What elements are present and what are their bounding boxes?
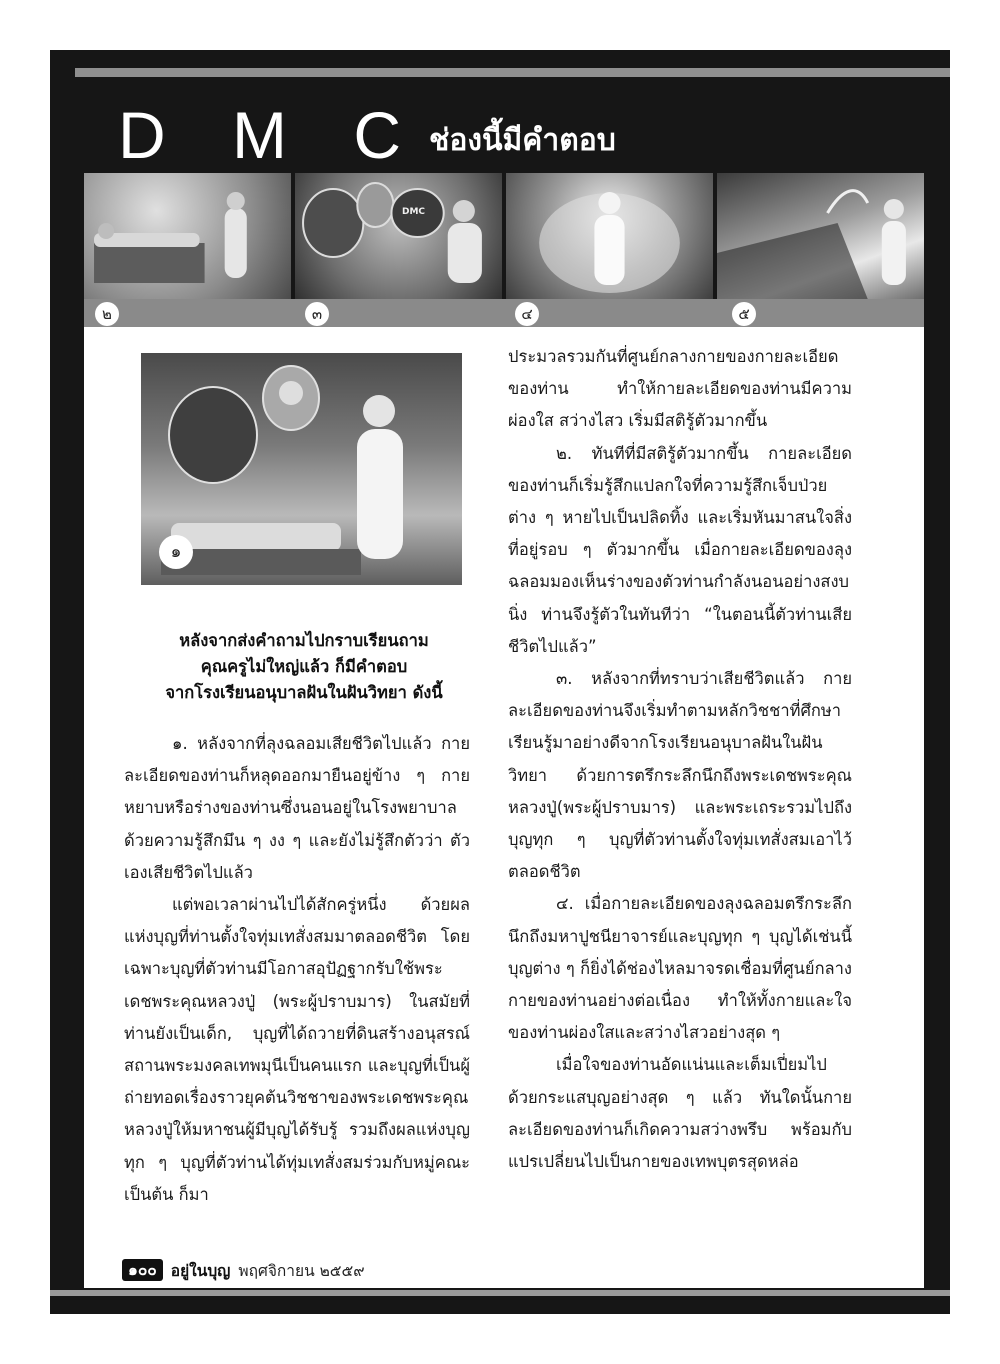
panel-number-4: ๔ (515, 302, 539, 326)
illustration-panel-4 (506, 173, 713, 299)
panel-number-3: ๓ (305, 302, 329, 326)
radiant-figure-illustration (506, 173, 713, 299)
right-text-column (508, 341, 852, 1178)
lead-line: จากโรงเรียนอนุบาลฝันในฝันวิทยา ดังนี้ (165, 683, 443, 702)
magazine-name: อยู่ในบุญ (170, 1261, 231, 1280)
paragraph: ๑. หลังจากที่ลุงฉลอมเสียชีวิตไปแล้ว กายละเอียดของท่านก็หลุดออกมายืนอยู่ข้าง ๆ กายหยาบหรือร่างของท่านซึ่งนอนอยู่ในโรงพยาบาลด้วยความรู้สึกมึน ๆ งง ๆ และยังไม่รู้สึกตัวว่า ตัวเองเสียชีวิตไปแล้ว (124, 734, 470, 882)
lead-line: คุณครูไม่ใหญ่แล้ว ก็มีคำตอบ (200, 657, 408, 676)
illustration-number-1: ๑ (159, 535, 193, 569)
dmc-badge-text: DMC (402, 207, 426, 217)
paragraph: แต่พอเวลาผ่านไปได้สักครู่หนึ่ง ด้วยผลแห่งบุญที่ท่านตั้งใจทุ่มเทสั่งสมมาตลอดชีวิต โดยเฉพาะบุญที่ตัวท่านมีโอกาสอุปัฏฐากรับใช้พระเดชพระคุณหลวงปู่ (พระผู้ปราบมาร) ในสมัยที่ท่านยังเป็นเด็ก, บุญที่ได้ถวายที่ดินสร้างอนุสรณ์สถานพระมงคลเทพมุนีเป็นคนแรก และบุญที่เป็นผู้ถ่ายทอดเรื่องราวยุคต้นวิชชาของพระเดชพระคุณหลวงปู่ให้มหาชนผู้มีบุญได้รับรู้ รวมถึงผลแห่งบุญทุก ๆ บุญที่ตัวท่านได้ทุ่มเทสั่งสมร่วมกับหมู่คณะ เป็นต้น ก็มา (124, 895, 470, 1204)
lead-line: หลังจากส่งคำถามไปกราบเรียนถาม (179, 631, 429, 650)
brand-title: D M C (118, 98, 425, 172)
illustration-panel-5 (717, 173, 924, 299)
main-illustration (141, 353, 462, 585)
dream-bubbles-illustration (295, 173, 502, 299)
panel-number-2: ๒ (95, 302, 119, 326)
paragraph: ๒. ทันทีที่มีสติรู้ตัวมากขึ้น กายละเอียดของท่านก็เริ่มรู้สึกแปลกใจที่ความรู้สึกเจ็บป่วยต่าง ๆ หายไปเป็นปลิดทิ้ง และเริ่มหันมาสนใจสิ่งที่อยู่รอบ ๆ ตัวมากขึ้น เมื่อกายละเอียดของลุงฉลอมมองเห็นร่างของตัวท่านกำลังนอนอย่างสงบนิ่ง ท่านจึงรู้ตัวในทันทีว่า “ในตอนนี้ตัวท่านเสียชีวิตไปแล้ว” (508, 443, 852, 656)
paragraph: ๔. เมื่อกายละเอียดของลุงฉลอมตรึกระลึกนึกถึงมหาปูชนียาจารย์และบุญทุก ๆ บุญได้เช่นนี้ บุญต่าง ๆ ก็ยิ่งได้ช่องไหลมาจรดเชื่อมที่ศูนย์กลางกายของท่านอย่างต่อเนื่อง ทำให้ทั้งกายและใจของท่านผ่องใสและสว่างไสวอย่างสุด ๆ (508, 894, 852, 1043)
panel-number-5: ๕ (732, 302, 756, 326)
bottom-rule (50, 1290, 950, 1296)
paragraph: ประมวลรวมกันที่ศูนย์กลางกายของกายละเอียดของท่าน ทำให้กายละเอียดของท่านมีความผ่องใส สว่างไสว เริ่มมีสติรู้ตัวมากขึ้น (508, 347, 852, 431)
column-header (118, 98, 616, 172)
panel-number-bar (84, 299, 924, 327)
page-footer (122, 1258, 365, 1282)
paragraph: เมื่อใจของท่านอัดแน่นและเต็มเปี่ยมไปด้วยกระแสบุญอย่างสุด ๆ แล้ว ทันใดนั้นกายละเอียดของท่านก็เกิดความสว่างพรึบ พร้อมกับแปรเปลี่ยนไปเป็นกายของเทพบุตรสุดหล่อ (508, 1055, 852, 1172)
hospital-scene-illustration (84, 173, 291, 299)
issue-date: พฤศจิกายน ๒๕๕๙ (238, 1261, 365, 1280)
celestial-path-illustration (717, 173, 924, 299)
column-subtitle: ช่องนี้มีคำตอบ (428, 123, 616, 158)
left-text-column (124, 728, 470, 1211)
illustration-panel-2 (84, 173, 291, 299)
page-number: ๑๐๐ (122, 1259, 163, 1281)
paragraph: ๓. หลังจากที่ทราบว่าเสียชีวิตแล้ว กายละเอียดของท่านจึงเริ่มทำตามหลักวิชชาที่ศึกษาเรียนรู้มาอย่างดีจากโรงเรียนอนุบาลฝันในฝันวิทยา ด้วยการตรึกระลึกนึกถึงพระเดชพระคุณหลวงปู่(พระผู้ปราบมาร) และพระเถระรวมไปถึงบุญทุก ๆ บุญที่ตัวท่านตั้งใจทุ่มเทสั่งสมเอาไว้ตลอดชีวิต (508, 669, 852, 882)
illustration-strip (84, 173, 924, 299)
illustration-panel-3 (295, 173, 502, 299)
top-rule (75, 68, 950, 77)
article-lead (128, 628, 480, 706)
